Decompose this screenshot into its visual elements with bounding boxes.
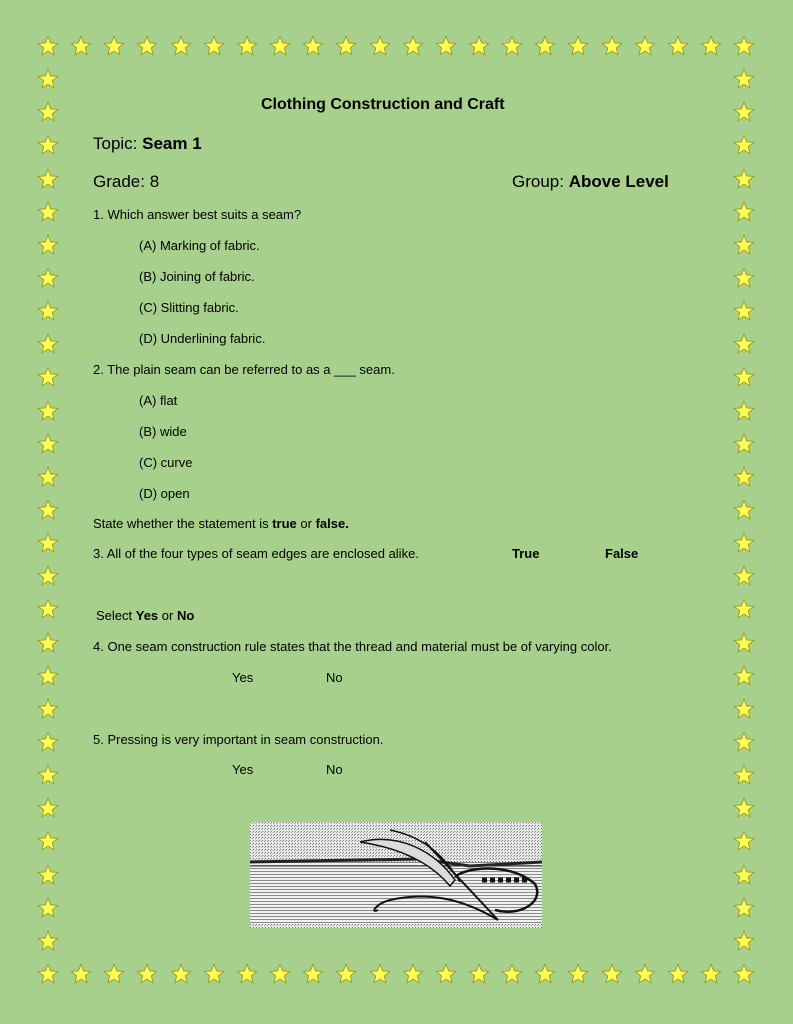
star-icon bbox=[302, 963, 324, 985]
star-icon bbox=[567, 963, 589, 985]
star-icon bbox=[733, 963, 755, 985]
star-icon bbox=[468, 963, 490, 985]
star-icon bbox=[37, 300, 59, 322]
star-icon bbox=[733, 797, 755, 819]
star-icon bbox=[335, 35, 357, 57]
q1-option-b[interactable]: (B) Joining of fabric. bbox=[139, 269, 255, 284]
grade-value: 8 bbox=[149, 172, 160, 191]
star-icon bbox=[733, 864, 755, 886]
q3-false-option[interactable]: False bbox=[605, 546, 639, 561]
star-icon bbox=[601, 963, 623, 985]
star-icon bbox=[634, 963, 656, 985]
star-icon bbox=[37, 168, 59, 190]
q4-no-option[interactable]: No bbox=[326, 670, 343, 685]
q2-option-d[interactable]: (D) open bbox=[139, 486, 190, 501]
star-icon bbox=[136, 963, 158, 985]
question-5: 5. Pressing is very important in seam construction. bbox=[93, 732, 384, 747]
star-icon bbox=[103, 963, 125, 985]
star-icon bbox=[37, 433, 59, 455]
star-icon bbox=[733, 897, 755, 919]
topic-value: Seam 1 bbox=[142, 134, 202, 153]
star-icon bbox=[402, 35, 424, 57]
star-icon bbox=[37, 632, 59, 654]
star-icon bbox=[733, 598, 755, 620]
star-icon bbox=[170, 963, 192, 985]
star-icon bbox=[37, 797, 59, 819]
true-false-instruction bbox=[93, 516, 349, 531]
tf-instruction-true: true bbox=[272, 516, 297, 531]
star-icon bbox=[203, 963, 225, 985]
star-icon bbox=[335, 963, 357, 985]
q3-true-option[interactable]: True bbox=[512, 546, 540, 561]
star-icon bbox=[733, 433, 755, 455]
star-icon bbox=[733, 400, 755, 422]
q4-yes-option[interactable]: Yes bbox=[232, 670, 254, 685]
star-icon bbox=[501, 35, 523, 57]
group-label: Group: bbox=[512, 172, 569, 191]
star-icon bbox=[369, 35, 391, 57]
star-icon bbox=[534, 963, 556, 985]
star-icon bbox=[236, 35, 258, 57]
star-icon bbox=[435, 35, 457, 57]
page-title: Clothing Construction and Craft bbox=[261, 96, 505, 113]
grade-label: Grade: bbox=[93, 172, 150, 191]
q2-option-c[interactable]: (C) curve bbox=[139, 455, 193, 470]
star-icon bbox=[37, 201, 59, 223]
star-icon bbox=[136, 35, 158, 57]
star-icon bbox=[37, 366, 59, 388]
star-icon bbox=[733, 698, 755, 720]
star-icon bbox=[37, 134, 59, 156]
star-icon bbox=[369, 963, 391, 985]
star-icon bbox=[37, 101, 59, 123]
star-icon bbox=[70, 35, 92, 57]
star-icon bbox=[302, 35, 324, 57]
star-icon bbox=[733, 731, 755, 753]
star-icon bbox=[733, 168, 755, 190]
star-icon bbox=[269, 963, 291, 985]
star-icon bbox=[733, 366, 755, 388]
yn-instruction-text: Select bbox=[96, 608, 136, 623]
star-icon bbox=[601, 35, 623, 57]
topic-label: Topic: bbox=[93, 134, 143, 153]
yn-instruction-or: or bbox=[158, 608, 177, 623]
star-icon bbox=[468, 35, 490, 57]
q1-option-c[interactable]: (C) Slitting fabric. bbox=[139, 300, 239, 315]
star-icon bbox=[733, 499, 755, 521]
question-2: 2. The plain seam can be referred to as a ___ seam. bbox=[93, 362, 395, 377]
grade-line bbox=[93, 172, 159, 192]
star-icon bbox=[37, 731, 59, 753]
star-icon bbox=[733, 267, 755, 289]
star-icon bbox=[733, 930, 755, 952]
star-icon bbox=[37, 466, 59, 488]
star-icon bbox=[733, 764, 755, 786]
star-icon bbox=[37, 598, 59, 620]
sewing-seam-illustration bbox=[250, 822, 542, 928]
star-icon bbox=[733, 300, 755, 322]
star-icon bbox=[733, 101, 755, 123]
star-icon bbox=[402, 963, 424, 985]
star-icon bbox=[37, 400, 59, 422]
star-icon bbox=[236, 963, 258, 985]
star-icon bbox=[37, 68, 59, 90]
question-3: 3. All of the four types of seam edges are enclosed alike. bbox=[93, 546, 419, 561]
star-icon bbox=[700, 35, 722, 57]
star-icon bbox=[203, 35, 225, 57]
star-icon bbox=[667, 35, 689, 57]
needle-thread-drawing bbox=[250, 822, 542, 928]
star-icon bbox=[733, 632, 755, 654]
star-icon bbox=[667, 963, 689, 985]
star-icon bbox=[70, 963, 92, 985]
star-icon bbox=[37, 35, 59, 57]
q1-option-d[interactable]: (D) Underlining fabric. bbox=[139, 331, 266, 346]
star-icon bbox=[37, 864, 59, 886]
group-value: Above Level bbox=[568, 172, 669, 191]
star-icon bbox=[37, 665, 59, 687]
topic-line bbox=[93, 134, 202, 154]
star-icon bbox=[37, 267, 59, 289]
star-icon bbox=[733, 234, 755, 256]
star-icon bbox=[733, 333, 755, 355]
star-icon bbox=[37, 565, 59, 587]
star-icon bbox=[534, 35, 556, 57]
star-icon bbox=[733, 565, 755, 587]
star-icon bbox=[733, 665, 755, 687]
star-icon bbox=[733, 68, 755, 90]
star-icon bbox=[733, 466, 755, 488]
star-icon bbox=[733, 532, 755, 554]
star-icon bbox=[37, 499, 59, 521]
star-icon bbox=[567, 35, 589, 57]
star-icon bbox=[733, 201, 755, 223]
star-icon bbox=[37, 698, 59, 720]
q2-option-b[interactable]: (B) wide bbox=[139, 424, 187, 439]
star-icon bbox=[37, 963, 59, 985]
yn-instruction-no: No bbox=[176, 608, 195, 623]
star-icon bbox=[269, 35, 291, 57]
question-1: 1. Which answer best suits a seam? bbox=[93, 207, 302, 222]
star-icon bbox=[37, 764, 59, 786]
star-icon bbox=[501, 963, 523, 985]
group-line bbox=[512, 172, 669, 192]
tf-instruction-or: or bbox=[296, 516, 316, 531]
star-icon bbox=[37, 830, 59, 852]
q2-option-a[interactable]: (A) flat bbox=[139, 393, 178, 408]
star-icon bbox=[733, 134, 755, 156]
tf-instruction-false: false. bbox=[315, 516, 349, 531]
star-icon bbox=[435, 963, 457, 985]
star-icon bbox=[37, 234, 59, 256]
q5-no-option[interactable]: No bbox=[326, 762, 343, 777]
star-icon bbox=[170, 35, 192, 57]
star-icon bbox=[733, 830, 755, 852]
yn-instruction-yes: Yes bbox=[135, 608, 159, 623]
star-icon bbox=[700, 963, 722, 985]
question-4: 4. One seam construction rule states that the thread and material must be of varying color. bbox=[93, 639, 612, 654]
star-icon bbox=[733, 35, 755, 57]
star-icon bbox=[37, 897, 59, 919]
star-icon bbox=[634, 35, 656, 57]
star-icon bbox=[37, 930, 59, 952]
star-icon bbox=[37, 532, 59, 554]
q1-option-a[interactable]: (A) Marking of fabric. bbox=[139, 238, 260, 253]
q5-yes-option[interactable]: Yes bbox=[232, 762, 254, 777]
tf-instruction-text: State whether the statement is bbox=[93, 516, 273, 531]
yes-no-instruction bbox=[96, 608, 194, 623]
star-icon bbox=[37, 333, 59, 355]
star-icon bbox=[103, 35, 125, 57]
